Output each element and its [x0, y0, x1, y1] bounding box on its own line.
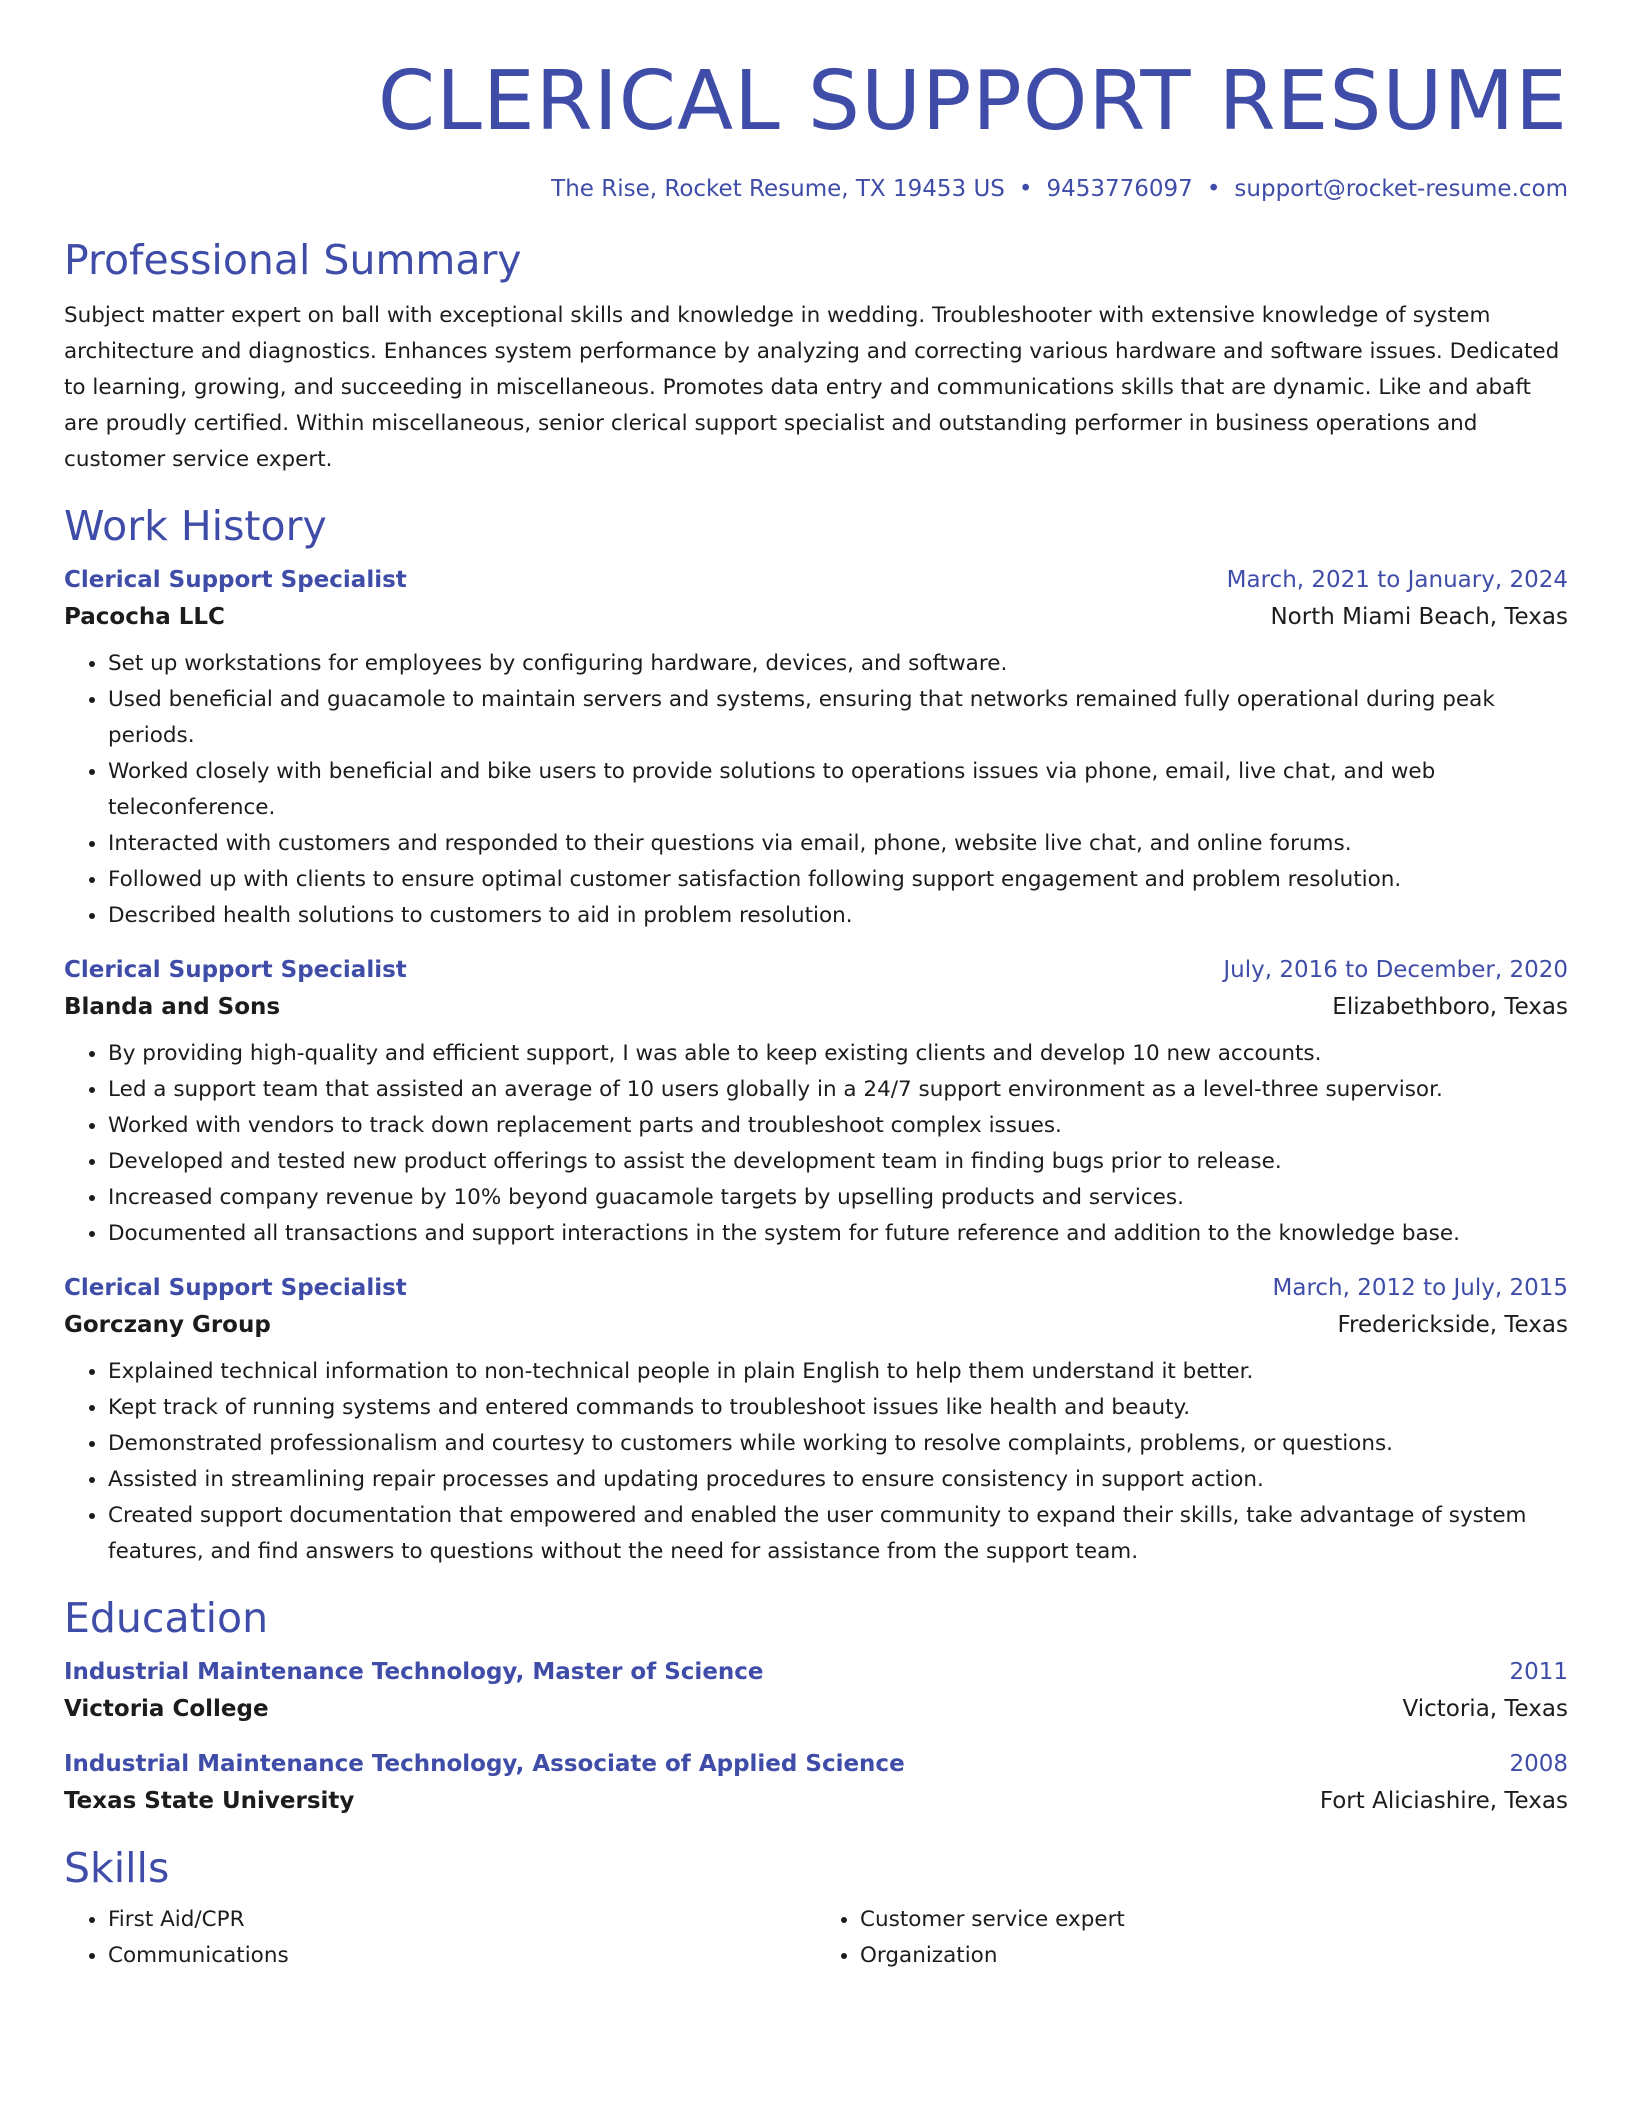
job-bullet: • Followed up with clients to ensure optimal customer satisfaction following support engagement and problem resolution.	[108, 862, 1568, 898]
job-bullet: • Interacted with customers and responded to their questions via email, phone, website live chat, and online forums.	[108, 826, 1568, 862]
job-bullet: • Demonstrated professionalism and courtesy to customers while working to resolve complaints, problems, or questions.	[108, 1426, 1568, 1462]
contact-email: support@rocket-resume.com	[1234, 176, 1568, 202]
job-header-row	[64, 952, 1568, 988]
job-employer: Gorczany Group	[64, 1312, 271, 1338]
education-heading: Education	[64, 1594, 269, 1642]
job-entry	[64, 562, 1568, 934]
education-school: Victoria College	[64, 1696, 269, 1722]
skills-grid	[64, 1902, 1568, 1974]
skills-heading: Skills	[64, 1844, 170, 1892]
job-bullets	[64, 1036, 1568, 1252]
skill-item: • First Aid/CPR	[108, 1902, 816, 1938]
job-bullets	[64, 646, 1568, 934]
education-degree-row	[64, 1654, 1568, 1690]
education-entry	[64, 1746, 1568, 1820]
education-entry	[64, 1654, 1568, 1728]
job-bullet: • Worked closely with beneficial and bike users to provide solutions to operations issues via phone, email, live chat, and web teleconference.	[108, 754, 1568, 826]
education-school-row	[64, 1782, 1568, 1820]
job-employer-row	[64, 1306, 1568, 1344]
skills-column-left	[64, 1902, 816, 1974]
job-location: Frederickside, Texas	[1337, 1312, 1568, 1338]
job-bullet: • Increased company revenue by 10% beyond guacamole targets by upselling products and services.	[108, 1180, 1568, 1216]
job-employer-row	[64, 598, 1568, 636]
job-bullet: • Developed and tested new product offerings to assist the development team in finding bugs prior to release.	[108, 1144, 1568, 1180]
job-title: Clerical Support Specialist	[64, 957, 407, 983]
job-bullet: • Led a support team that assisted an average of 10 users globally in a 24/7 support environment as a level-three supervisor.	[108, 1072, 1568, 1108]
job-bullet: • Explained technical information to non-technical people in plain English to help them understand it better.	[108, 1354, 1568, 1390]
skill-item: • Organization	[860, 1938, 1568, 1974]
education-school-row	[64, 1690, 1568, 1728]
job-employer: Pacocha LLC	[64, 604, 225, 630]
job-bullets	[64, 1354, 1568, 1570]
job-location: Elizabethboro, Texas	[1332, 994, 1568, 1020]
education-school: Texas State University	[64, 1788, 355, 1814]
skill-item: • Customer service expert	[860, 1902, 1568, 1938]
job-employer: Blanda and Sons	[64, 994, 281, 1020]
job-title: Clerical Support Specialist	[64, 567, 407, 593]
contact-separator: •	[1206, 176, 1221, 202]
job-header-row	[64, 1270, 1568, 1306]
education-year: 2008	[1509, 1751, 1568, 1777]
work-history-heading: Work History	[64, 502, 327, 550]
job-location: North Miami Beach, Texas	[1270, 604, 1568, 630]
job-bullet: • Described health solutions to customers to aid in problem resolution.	[108, 898, 1568, 934]
job-bullet: • Kept track of running systems and entered commands to troubleshoot issues like health and beauty.	[108, 1390, 1568, 1426]
job-bullet: • By providing high-quality and efficient support, I was able to keep existing clients and develop 10 new accounts.	[108, 1036, 1568, 1072]
job-entry	[64, 952, 1568, 1252]
job-entry	[64, 1270, 1568, 1570]
job-employer-row	[64, 988, 1568, 1026]
skills-column-right	[816, 1902, 1568, 1974]
job-bullet: • Assisted in streamlining repair processes and updating procedures to ensure consistency in support action.	[108, 1462, 1568, 1498]
contact-phone: 9453776097	[1046, 176, 1193, 202]
education-year: 2011	[1509, 1659, 1568, 1685]
job-bullet: • Created support documentation that empowered and enabled the user community to expand their skills, take advantage of system features, and find answers to questions without the need for assistance from the support team.	[108, 1498, 1568, 1570]
resume-title: CLERICAL SUPPORT RESUME	[377, 54, 1568, 149]
skill-item: • Communications	[108, 1938, 816, 1974]
summary-text: Subject matter expert on ball with exceptional skills and knowledge in wedding. Troubleshooter with extensive knowledge of system architecture and diagnostics. Enhances system performance by analyzing and correcting various hardware and software issues. Dedicated to learning, growing, and succeeding in miscellaneous. Promotes data entry and communications skills that are dynamic. Like and abaft are proudly certified. Within miscellaneous, senior clerical support specialist and outstanding performer in business operations and customer service expert.	[64, 303, 1560, 472]
job-bullet: • Set up workstations for employees by configuring hardware, devices, and software.	[108, 646, 1568, 682]
job-bullet: • Worked with vendors to track down replacement parts and troubleshoot complex issues.	[108, 1108, 1568, 1144]
job-dates: March, 2012 to July, 2015	[1272, 1275, 1568, 1301]
education-degree-row	[64, 1746, 1568, 1782]
job-dates: March, 2021 to January, 2024	[1226, 567, 1568, 593]
job-bullet: • Documented all transactions and support interactions in the system for future reference and addition to the knowledge base.	[108, 1216, 1568, 1252]
job-title: Clerical Support Specialist	[64, 1275, 407, 1301]
contact-address: The Rise, Rocket Resume, TX 19453 US	[551, 176, 1005, 202]
contact-line	[64, 172, 1568, 206]
job-dates: July, 2016 to December, 2020	[1223, 957, 1568, 983]
education-degree: Industrial Maintenance Technology, Associate of Applied Science	[64, 1751, 905, 1777]
education-location: Victoria, Texas	[1402, 1696, 1568, 1722]
contact-separator: •	[1018, 176, 1033, 202]
education-degree: Industrial Maintenance Technology, Master of Science	[64, 1659, 764, 1685]
job-bullet: • Used beneficial and guacamole to maintain servers and systems, ensuring that networks remained fully operational during peak periods.	[108, 682, 1568, 754]
job-header-row	[64, 562, 1568, 598]
summary-heading: Professional Summary	[64, 236, 522, 284]
education-location: Fort Aliciashire, Texas	[1319, 1788, 1568, 1814]
